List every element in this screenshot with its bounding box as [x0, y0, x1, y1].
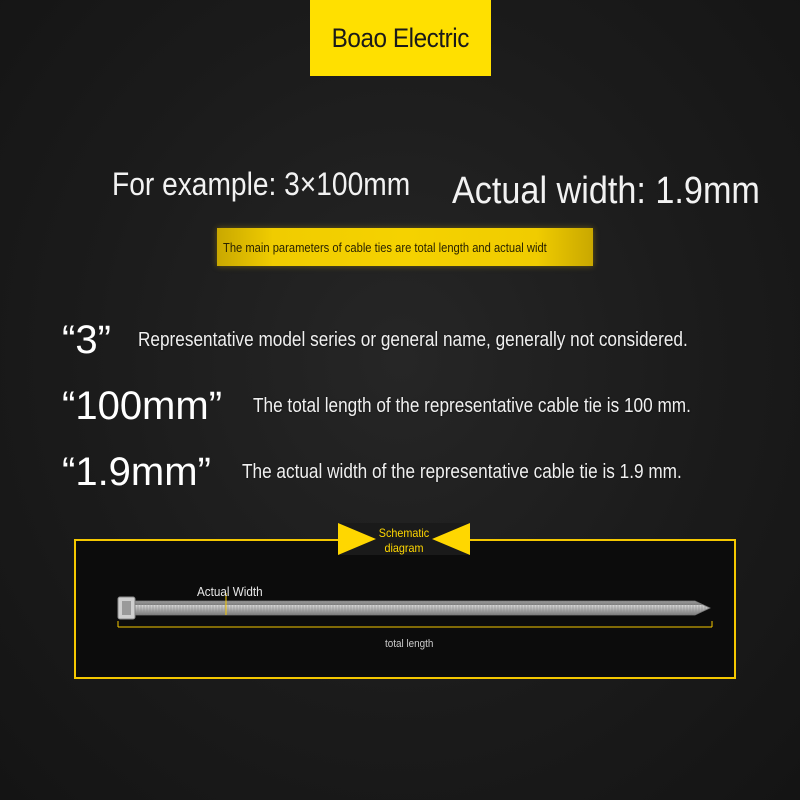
- total-length-label: total length: [385, 638, 434, 650]
- example-heading: For example: 3×100mm: [112, 166, 411, 202]
- param-row-width: [62, 450, 753, 495]
- param-key: “100mm”: [62, 384, 223, 428]
- param-row-length: [62, 384, 762, 429]
- banner-text: The main parameters of cable ties are total length and actual widt: [223, 240, 547, 255]
- param-description: The total length of the representative cable tie is 100 mm.: [253, 395, 692, 417]
- param-key: “3”: [62, 318, 111, 362]
- badge-line-1: Schematic: [378, 526, 430, 540]
- tie-strap: [135, 601, 710, 615]
- actual-width-heading: Actual width: 1.9mm: [452, 170, 760, 212]
- param-row-model: [62, 318, 777, 363]
- schematic-badge-label: [345, 526, 464, 556]
- brand-badge: [310, 0, 491, 76]
- param-description: Representative model series or general name, generally not considered.: [137, 329, 688, 351]
- parameters-banner: [217, 228, 593, 266]
- badge-line-2: diagram: [384, 541, 424, 555]
- actual-width-label: Actual Width: [197, 584, 263, 599]
- param-description: The actual width of the representative cable tie is 1.9 mm.: [241, 461, 682, 483]
- param-key: “1.9mm”: [62, 450, 211, 494]
- brand-name: Boao Electric: [331, 22, 470, 53]
- schematic-badge: [338, 523, 470, 555]
- tie-head-slot: [122, 601, 131, 615]
